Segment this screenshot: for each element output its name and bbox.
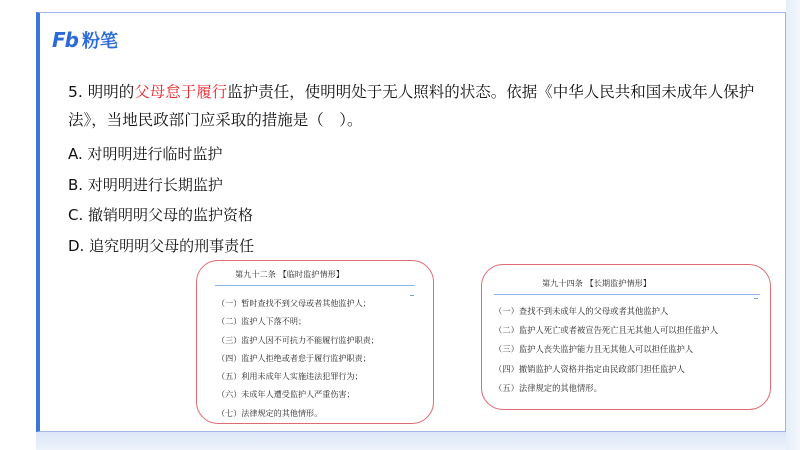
question-text	[68, 78, 768, 134]
option-b[interactable]: B. 对明明进行长期监护	[68, 175, 223, 194]
question-highlight: 父母怠于履行	[134, 83, 228, 101]
bottom-shade	[36, 432, 800, 450]
article-92-item: （三）监护人因不可抗力不能履行监护职责；	[217, 334, 379, 345]
article-94-card	[481, 264, 771, 410]
question-prefix: 5. 明明的	[68, 83, 135, 101]
article-94-item: （二）监护人死亡或者被宣告死亡且无其他人可以担任监护人	[494, 325, 719, 336]
article-94-title: 第九十四条 【长期监护情形】	[542, 278, 652, 288]
article-94-item: （五）法律规定的其他情形。	[494, 382, 602, 393]
right-shade	[786, 0, 800, 450]
article-94-divider	[494, 294, 760, 295]
article-94-edge-mark	[754, 298, 758, 299]
option-d[interactable]: D. 追究明明父母的刑事责任	[68, 236, 255, 255]
question-rest: 监护责任，使明明处于无人照料的状态。依据《中华人民共和国未成年人保护法》，当地民政部门应采取的措施是（ ）。	[68, 83, 755, 129]
article-92-item: （五）利用未成年人实施违法犯罪行为；	[217, 371, 363, 382]
article-92-item: （二）监护人下落不明；	[217, 316, 307, 327]
article-92-divider	[215, 285, 415, 286]
article-92-list	[217, 294, 379, 422]
article-94-item: （三）监护人丧失监护能力且无其他人可以担任监护人	[494, 344, 694, 355]
article-94-list	[494, 302, 718, 398]
option-c[interactable]: C. 撤销明明父母的监护资格	[68, 206, 254, 224]
article-92-title: 第九十二条 【临时监护情形】	[235, 269, 345, 279]
article-92-item: （六）未成年人遭受监护人严重伤害；	[217, 389, 355, 400]
article-94-item: （四）撤销监护人资格并指定由民政部门担任监护人	[494, 363, 685, 374]
article-92-item: （一）暂时查找不到父母或者其他监护人；	[217, 298, 371, 308]
brand-logo	[52, 28, 118, 52]
article-92-edge-mark	[410, 295, 414, 296]
article-94-item: （一）查找不到未成年人的父母或者其他监护人	[494, 306, 669, 316]
article-92-item: （七）法律规定的其他情形。	[217, 407, 323, 418]
options-list	[68, 139, 254, 261]
logo-text: 粉笔	[81, 31, 118, 52]
article-92-card	[196, 260, 434, 424]
option-a[interactable]: A. 对明明进行临时监护	[68, 145, 223, 163]
article-92-item: （四）监护人拒绝或者怠于履行监护职责；	[217, 352, 371, 363]
logo-mark-icon: Fb	[52, 28, 78, 52]
